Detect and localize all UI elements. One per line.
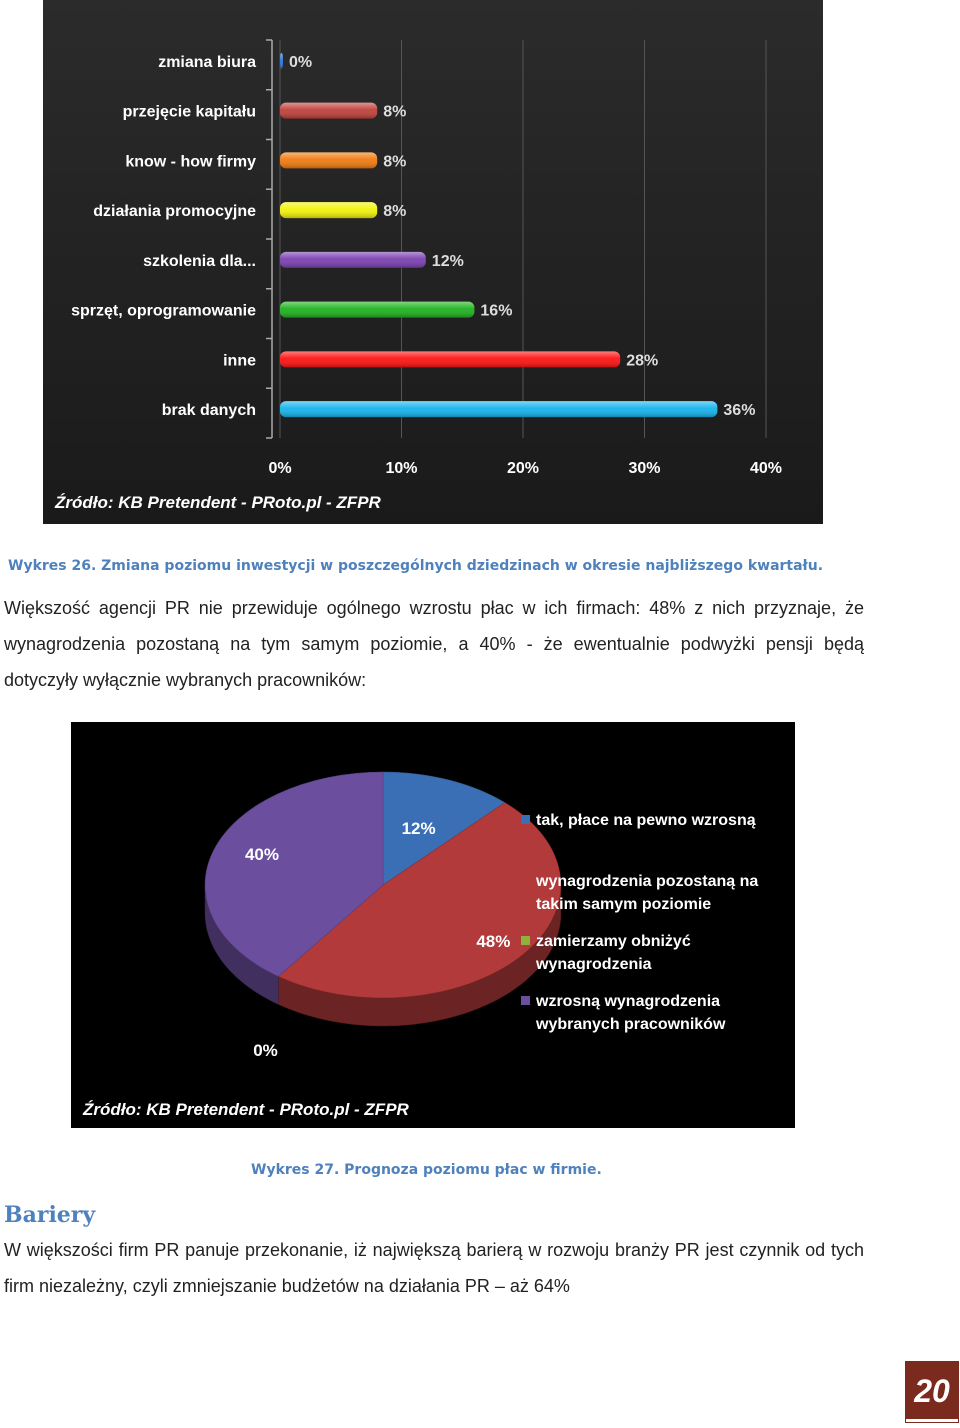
- legend-swatch: [521, 996, 530, 1005]
- bar-chart-source: Źródło: KB Pretendent - PRoto.pl - ZFPR: [55, 493, 381, 512]
- pie-chart-figure: [71, 722, 795, 1128]
- paragraph: Większość agencji PR nie przewiduje ogólnego wzrostu płac w ich firmach: 48% z nich przyznaje, że wynagrodzenia pozostaną na tym samym poziomie, a 40% - że ewentualnie podwyżki pensji będą dotyczyły wyłącznie wybranych pracowników:: [4, 598, 864, 690]
- category-label: przejęcie kapitału: [122, 103, 256, 121]
- x-tick-label: 0%: [268, 460, 292, 477]
- category-label: inne: [223, 352, 256, 370]
- chart-caption: Wykres 26. Zmiana poziomu inwestycji w poszczególnych dziedzinach w okresie najbliższego kwartału.: [8, 558, 824, 574]
- value-label: 36%: [723, 402, 756, 420]
- legend-label: wynagrodzenia pozostaną na: [536, 873, 759, 890]
- bar-highlight: [280, 103, 377, 119]
- x-tick-label: 20%: [506, 460, 540, 477]
- legend-swatch: [521, 815, 530, 824]
- paragraph: W większości firm PR panuje przekonanie, iż największą barierą w rozwoju branży PR jest czynnik od tych firm niezależny, czyli zmniejszanie budżetów na działania PR – aż 64%: [4, 1240, 864, 1296]
- pie-value-label: 12%: [401, 819, 436, 839]
- bar-highlight: [280, 302, 474, 318]
- section-heading: Bariery: [4, 1202, 96, 1228]
- pie-chart: [71, 722, 795, 1128]
- legend-label-line2: wybranych pracowników: [536, 1016, 726, 1033]
- pie-value-label: 48%: [476, 932, 511, 952]
- legend-swatch: [521, 876, 530, 885]
- bar-highlight: [280, 351, 620, 367]
- pie-value-label: 0%: [253, 1041, 278, 1060]
- category-label: zmiana biura: [158, 53, 256, 71]
- legend-label-line2: takim samym poziomie: [536, 896, 712, 913]
- x-tick-label: 30%: [628, 460, 661, 477]
- legend-label: wzrosną wynagrodzenia: [536, 993, 721, 1010]
- legend-label-line2: wynagrodzenia: [536, 956, 652, 973]
- category-label: szkolenia dla...: [143, 252, 256, 270]
- value-label: 12%: [431, 252, 464, 270]
- legend-label: tak, płace na pewno wzrosną: [536, 812, 756, 829]
- value-label: 8%: [383, 203, 407, 221]
- category-label: know - how firmy: [125, 153, 256, 171]
- category-label: sprzęt, oprogramowanie: [71, 302, 256, 320]
- bar-highlight: [280, 252, 426, 268]
- value-label: 8%: [383, 153, 407, 171]
- bar-highlight: [280, 202, 377, 218]
- bar-chart-figure: [43, 0, 823, 524]
- value-label: 16%: [480, 302, 513, 320]
- page-number: 20: [906, 1362, 958, 1422]
- legend-label: zamierzamy obniżyć: [536, 933, 691, 950]
- chart-caption: Wykres 27. Prognoza poziomu płac w firmie.: [251, 1162, 602, 1178]
- bar-highlight: [280, 401, 717, 417]
- pie-value-label: 40%: [244, 845, 279, 865]
- legend-swatch: [521, 936, 530, 945]
- pie-chart-source: Źródło: KB Pretendent - PRoto.pl - ZFPR: [83, 1100, 409, 1119]
- x-tick-label: 10%: [385, 460, 418, 477]
- bar-chart: [43, 0, 823, 524]
- category-label: działania promocyjne: [93, 203, 256, 221]
- x-tick-label: 40%: [749, 460, 783, 477]
- value-label: 0%: [289, 53, 313, 71]
- bar-highlight: [280, 152, 377, 168]
- category-label: brak danych: [161, 402, 256, 420]
- value-label: 8%: [383, 103, 407, 121]
- value-label: 28%: [626, 352, 659, 370]
- bar-highlight: [280, 53, 283, 69]
